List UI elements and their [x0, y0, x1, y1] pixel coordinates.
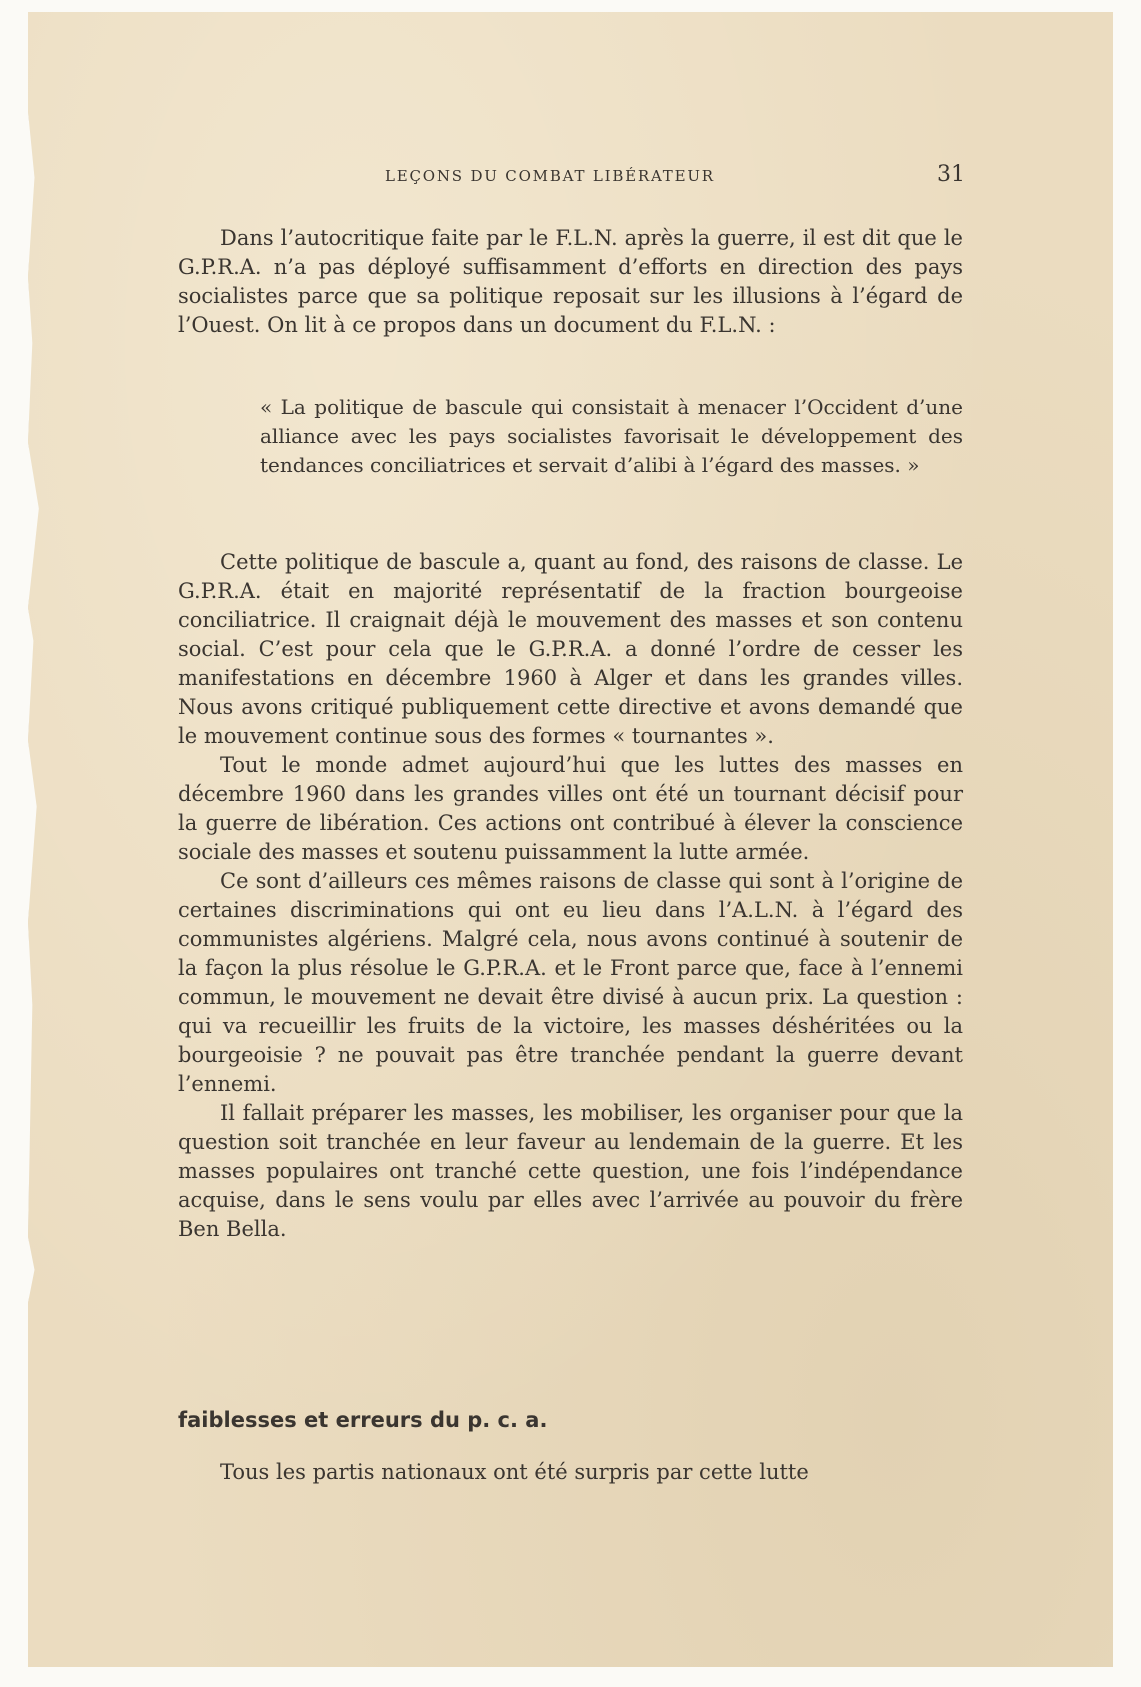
intro-section	[178, 224, 963, 340]
section-heading: faiblesses et erreurs du p. c. a.	[178, 1408, 548, 1432]
paragraph: Tout le monde admet aujourd’hui que les luttes des masses en décembre 1960 dans les grandes villes ont été un tournant décisif pour la guerre de libération. Ces actions ont contribué à élever la conscience sociale des masses et soutenu puissamment la lutte armée.	[178, 753, 963, 864]
paragraph: Dans l’autocritique faite par le F.L.N. après la guerre, il est dit que le G.P.R.A. n’a pas déployé suffisamment d’efforts en direction des pays socialistes parce que sa politique reposait sur les illusions à l’égard de l’Ouest. On lit à ce propos dans un document du F.L.N. :	[178, 226, 963, 337]
quote-text: « La politique de bascule qui consistait à menacer l’Occident d’une alliance avec les pays socialistes favorisait le développement des tendances conciliatrices et servait d’alibi à l’égard des masses. »	[260, 395, 963, 477]
running-head	[385, 162, 965, 187]
section-body	[178, 1458, 963, 1487]
main-section	[178, 548, 963, 1244]
paragraph: Tous les partis nationaux ont été surpris par cette lutte	[220, 1460, 809, 1484]
running-title: LEÇONS DU COMBAT LIBÉRATEUR	[385, 167, 715, 185]
paragraph: Il fallait préparer les masses, les mobiliser, les organiser pour que la question soit tranchée en leur faveur au lendemain de la guerre. Et les masses populaires ont tranché cette question, une fois l’indépendance acquise, dans le sens voulu par elles avec l’arrivée au pouvoir du frère Ben Bella.	[178, 1101, 963, 1241]
page-number: 31	[937, 162, 965, 187]
paragraph: Cette politique de bascule a, quant au fond, des raisons de classe. Le G.P.R.A. était en majorité représentatif de la fraction bourgeoise conciliatrice. Il craignait déjà le mouvement des masses et son contenu social. C’est pour cela que le G.P.R.A. a donné l’ordre de cesser les manifestations en décembre 1960 à Alger et dans les grandes villes. Nous avons critiqué publiquement cette directive et avons demandé que le mouvement continue sous des formes « tournantes ».	[178, 550, 963, 748]
block-quote	[260, 393, 963, 480]
paragraph: Ce sont d’ailleurs ces mêmes raisons de classe qui sont à l’origine de certaines discriminations qui ont eu lieu dans l’A.L.N. à l’égard des communistes algériens. Malgré cela, nous avons continué à soutenir de la façon la plus résolue le G.P.R.A. et le Front parce que, face à l’ennemi commun, le mouvement ne devait être divisé à aucun prix. La question : qui va recueillir les fruits de la victoire, les masses déshéritées ou la bourgeoisie ? ne pouvait pas être tranchée pendant la guerre devant l’ennemi.	[178, 869, 963, 1096]
